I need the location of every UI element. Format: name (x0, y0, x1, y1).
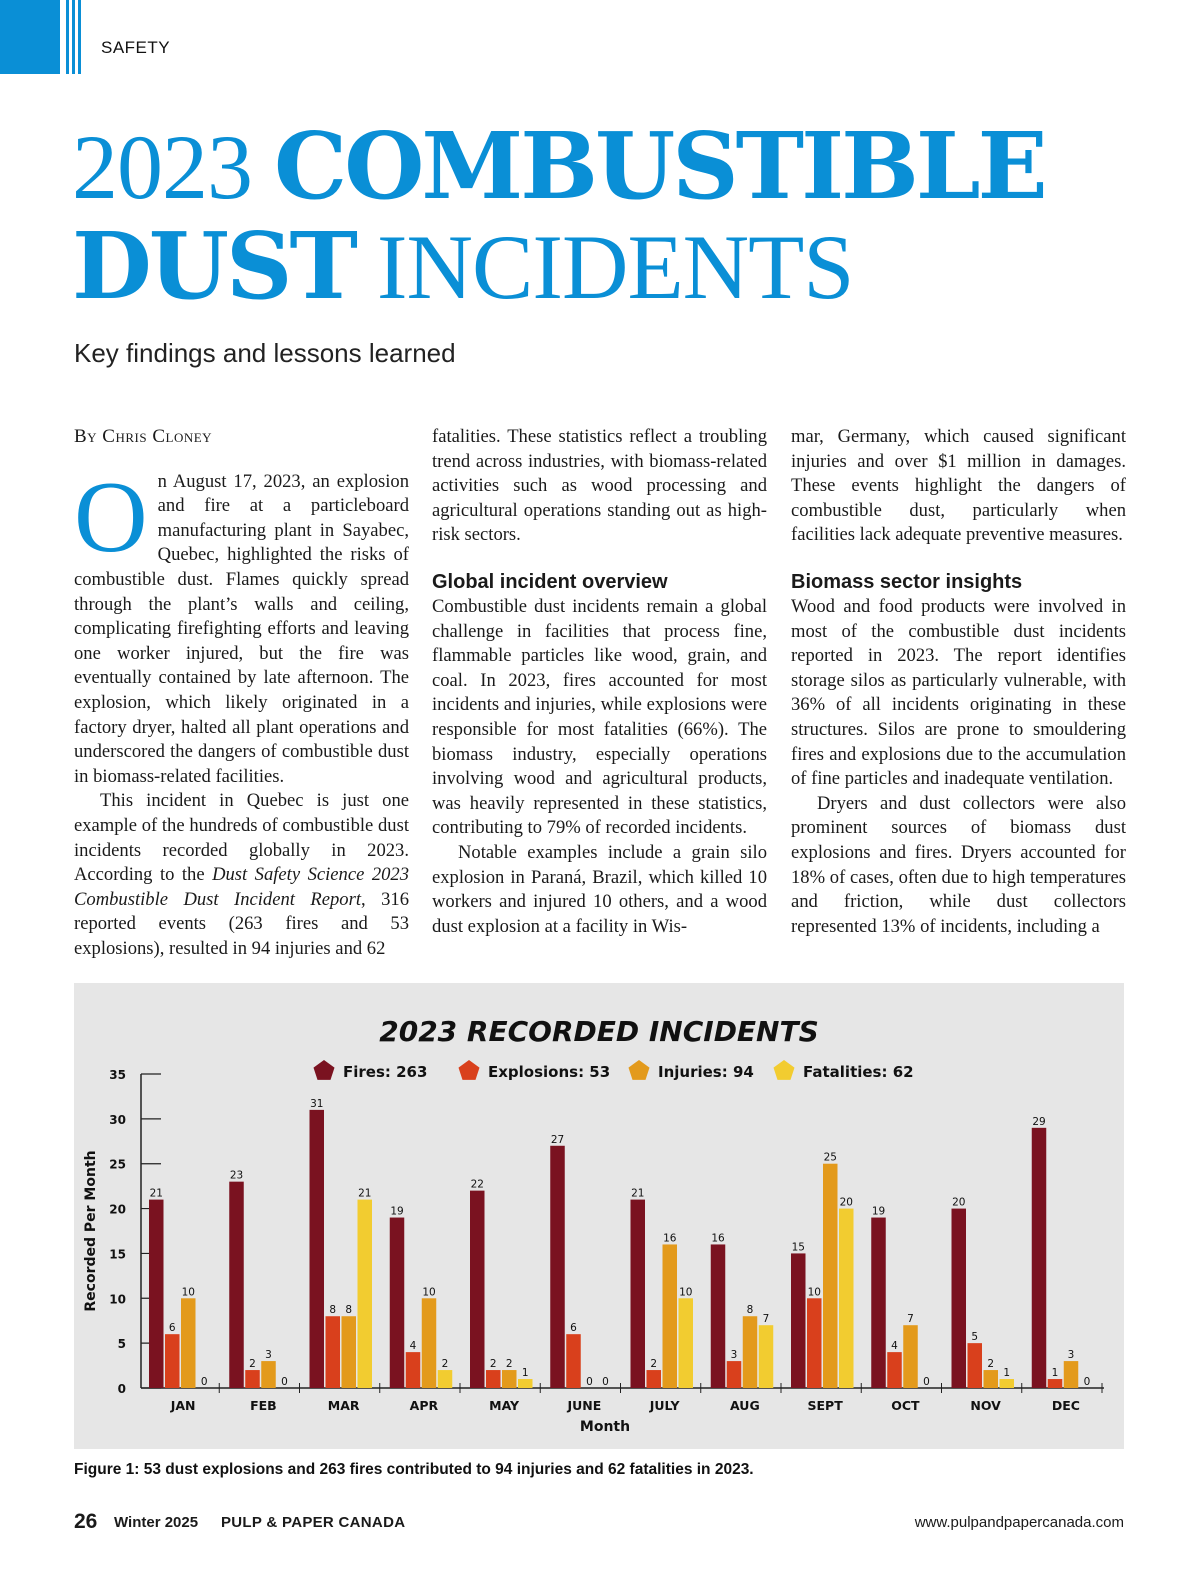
data-label: 6 (570, 1322, 577, 1335)
data-label: 20 (952, 1196, 966, 1209)
data-label: 19 (390, 1205, 404, 1218)
bar-fires-aug (711, 1244, 726, 1388)
chart-title: 2023 RECORDED INCIDENTS (379, 1015, 819, 1048)
x-tick-label: DEC (1051, 1398, 1080, 1413)
data-label: 22 (470, 1178, 484, 1191)
y-tick-label: 15 (109, 1247, 126, 1262)
data-label: 10 (807, 1286, 821, 1299)
headline-line-1 (72, 112, 1045, 220)
data-label: 2 (489, 1358, 497, 1371)
paragraph-2 (74, 789, 409, 961)
data-label: 0 (281, 1376, 288, 1388)
bar-fires-may (470, 1191, 485, 1388)
bar-fires-oct (871, 1218, 886, 1388)
bar-injuries-oct (903, 1325, 918, 1388)
data-label: 2 (650, 1358, 658, 1371)
data-label: 27 (550, 1133, 565, 1146)
drop-cap: O (74, 460, 148, 574)
data-label: 3 (1067, 1349, 1075, 1362)
data-label: 10 (422, 1286, 436, 1299)
subhead-global-overview: Global incident overview (432, 570, 668, 593)
data-label: 8 (746, 1304, 754, 1317)
x-tick-label: JUNE (567, 1398, 602, 1413)
paragraph-5: Wood and food products were involved in most of the combustible dust incidents reported in 2023. The report identifies storage silos as particularly vulnerable, with 36% of all incidents originating in these structures. Silos are prone to smouldering fires and explosions due to the accumulation of fine particles and inadequate ventilation. (791, 595, 1126, 790)
data-label: 8 (329, 1304, 337, 1317)
data-label: 21 (149, 1187, 163, 1200)
x-tick-label: SEPT (807, 1398, 843, 1413)
page-footer (74, 1510, 1124, 1536)
data-label: 7 (907, 1313, 914, 1326)
bar-explosions-oct (887, 1352, 902, 1388)
paragraph-2-tail: fatalities. These statistics reflect a troubling trend across industries, with biomass-related activities such as wood processing and agricultural operations standing out as high-risk sectors. (432, 426, 767, 546)
headline-line-2 (72, 212, 854, 320)
bar-fires-jan (149, 1200, 164, 1388)
bar-fires-july (631, 1200, 646, 1388)
x-tick-label: MAY (489, 1398, 520, 1413)
paragraph-3: Combustible dust incidents remain a global challenge in facilities that process fine, flammable particles like wood, grain, and coal. In 2023, fires accounted for most incidents and injuries, while explosions were responsible for most fatalities (66%). The biomass industry, especially operations involving wood and agricultural products, was heavily represented in these statistics, contributing to 79% of recorded incidents. (432, 595, 767, 839)
data-label: 5 (971, 1331, 979, 1344)
bar-explosions-july (647, 1370, 662, 1388)
page-number: 26 (74, 1510, 98, 1533)
paragraph-4-tail: mar, Germany, which caused significant injuries and over $1 million in damages. These events highlight the dangers of combustible dust, particularly when facilities lack adequate preventive measures. (791, 426, 1126, 546)
bar-fatalities-sept (839, 1209, 854, 1388)
bar-injuries-may (502, 1370, 517, 1388)
data-label: 1 (1003, 1367, 1011, 1380)
bar-injuries-july (663, 1244, 678, 1388)
data-label: 1 (1051, 1367, 1059, 1380)
bar-explosions-jan (165, 1334, 180, 1388)
y-axis-label: Recorded Per Month (83, 1150, 99, 1312)
bar-explosions-feb (245, 1370, 260, 1388)
issue-date: Winter 2025 (114, 1514, 199, 1531)
data-label: 0 (923, 1376, 930, 1388)
bar-explosions-sept (807, 1298, 822, 1388)
data-label: 19 (871, 1205, 886, 1218)
legend-label-explosions: Explosions: 53 (488, 1063, 611, 1081)
paragraph-2-text-b: , 316 reported events (263 fires and 53 explosions), resulted in 94 injuries and 62 (74, 888, 410, 959)
legend-swatch-fatalities (774, 1060, 795, 1080)
y-tick-label: 25 (109, 1157, 126, 1172)
headline-incidents: INCIDENTS (354, 216, 854, 318)
legend-label-fatalities: Fatalities: 62 (803, 1063, 914, 1081)
paragraph-6: Dryers and dust collectors were also prominent sources of biomass dust explosions and fires. Dryers accounted for 18% of cases, often due to high temperatures and friction, while dust collectors represented 13% of incidents, including a (791, 792, 1126, 937)
data-label: 10 (679, 1286, 693, 1299)
data-label: 0 (602, 1376, 609, 1388)
data-label: 0 (200, 1376, 208, 1388)
header-color-block (0, 0, 60, 74)
paragraph-intro-text: n August 17, 2023, an explosion and fire at a particleboard manufacturing plant in Sayabec, Quebec, highlighted the risks of combustible dust. Flames quickly spread through the plant’s walls and ceiling, complicating firefighting efforts and leaving one worker injured, but the fire was eventually contained by late afternoon. The explosion, which likely originated in a factory dryer, halted all plant operations and underscored the dangers of combustible dust in biomass-related facilities. (74, 470, 409, 787)
data-label: 16 (711, 1232, 725, 1245)
bar-explosions-aug (727, 1361, 742, 1388)
y-tick-label: 20 (109, 1202, 126, 1217)
article-column-1 (74, 425, 409, 961)
bar-injuries-sept (823, 1164, 838, 1388)
bar-injuries-nov (984, 1370, 999, 1388)
data-label: 2 (249, 1358, 256, 1371)
bar-fires-sept (791, 1253, 806, 1388)
headline-combustible: COMBUSTIBLE (274, 112, 1045, 220)
data-label: 21 (358, 1187, 372, 1200)
bar-injuries-jan (181, 1298, 196, 1388)
bar-injuries-aug (743, 1316, 758, 1388)
bar-explosions-mar (326, 1316, 341, 1388)
bar-fires-nov (952, 1209, 967, 1388)
bar-fatalities-nov (1000, 1379, 1015, 1388)
legend-label-injuries: Injuries: 94 (658, 1063, 754, 1081)
bar-injuries-feb (261, 1361, 276, 1388)
bar-fires-june (550, 1146, 565, 1388)
data-label: 2 (441, 1358, 449, 1371)
data-label: 23 (229, 1169, 244, 1182)
data-label: 1 (521, 1367, 529, 1380)
bar-injuries-dec (1064, 1361, 1079, 1388)
report-title: Dust Safety Science 2023 Combustible Dust Incident Report (74, 864, 410, 910)
headline-year: 2023 (72, 116, 274, 218)
bar-fatalities-july (679, 1298, 694, 1388)
bar-explosions-apr (406, 1352, 421, 1388)
bar-fatalities-aug (759, 1325, 774, 1388)
data-label: 4 (891, 1340, 898, 1353)
y-tick-label: 10 (109, 1292, 126, 1307)
headline-dust: DUST (72, 212, 355, 320)
x-tick-label: AUG (730, 1398, 760, 1413)
x-tick-label: NOV (970, 1398, 1001, 1413)
bar-injuries-apr (422, 1298, 437, 1388)
article-column-2-text (432, 425, 767, 939)
legend-swatch-injuries (629, 1060, 650, 1080)
figure-caption: Figure 1: 53 dust explosions and 263 fires contributed to 94 injuries and 62 fatalities in 2023. (74, 1461, 754, 1478)
paragraph-intro (74, 460, 409, 790)
website-link[interactable]: www.pulpandpapercanada.com (914, 1514, 1124, 1531)
data-label: 2 (505, 1358, 513, 1371)
subhead-biomass-insights: Biomass sector insights (791, 570, 1023, 593)
header-stripe (78, 0, 81, 74)
header-stripe (72, 0, 75, 74)
byline: By Chris Cloney (74, 426, 213, 447)
publication-name: PULP & PAPER CANADA (221, 1514, 406, 1531)
data-label: 10 (181, 1286, 195, 1299)
data-label: 0 (1083, 1376, 1091, 1388)
incidents-chart-figure (74, 983, 1124, 1449)
data-label: 4 (409, 1340, 417, 1353)
data-label: 20 (839, 1196, 853, 1209)
bar-explosions-june (566, 1334, 581, 1388)
x-axis-label: Month (579, 1419, 631, 1435)
article-column-3 (791, 425, 1126, 939)
paragraph-4: Notable examples include a grain silo explosion in Paraná, Brazil, which killed 10 workers and injured 10 others, and a wood dust explosion at a facility in Wis- (432, 841, 767, 937)
data-label: 3 (265, 1349, 272, 1362)
bar-fires-feb (229, 1182, 244, 1388)
legend-swatch-fires (314, 1060, 335, 1080)
data-label: 25 (823, 1151, 837, 1164)
header-stripe (66, 0, 69, 74)
legend-label-fires: Fires: 263 (343, 1063, 428, 1081)
data-label: 29 (1032, 1115, 1046, 1128)
article-subtitle: Key findings and lessons learned (74, 338, 456, 368)
bar-fires-mar (310, 1110, 325, 1388)
x-tick-label: JAN (170, 1398, 196, 1413)
x-tick-label: APR (409, 1398, 439, 1413)
bar-explosions-nov (968, 1343, 983, 1388)
data-label: 15 (791, 1241, 805, 1254)
x-tick-label: FEB (250, 1398, 277, 1413)
bar-explosions-may (486, 1370, 501, 1388)
x-tick-label: OCT (891, 1398, 920, 1413)
data-label: 7 (762, 1313, 770, 1326)
bar-fatalities-may (518, 1379, 533, 1388)
bar-fatalities-mar (358, 1200, 373, 1388)
paragraph-2-text-a: This incident in Quebec is just one example of the hundreds of combustible dust incidents recorded globally in 2023. According to the (74, 790, 409, 886)
data-label: 6 (168, 1322, 176, 1335)
y-tick-label: 30 (109, 1112, 126, 1127)
data-label: 31 (310, 1097, 324, 1110)
data-label: 21 (631, 1187, 645, 1200)
data-label: 16 (663, 1232, 677, 1245)
incidents-bar-chart (74, 983, 1124, 1449)
legend-swatch-explosions (459, 1060, 480, 1080)
y-tick-label: 35 (109, 1068, 126, 1082)
data-label: 3 (730, 1349, 738, 1362)
bar-fires-dec (1032, 1128, 1047, 1388)
x-tick-label: JULY (649, 1398, 680, 1413)
bar-fatalities-apr (438, 1370, 453, 1388)
section-label: SAFETY (101, 38, 171, 57)
data-label: 8 (345, 1304, 353, 1317)
bar-injuries-mar (342, 1316, 357, 1388)
y-tick-label: 0 (117, 1382, 126, 1396)
y-tick-label: 5 (117, 1337, 126, 1352)
x-tick-label: MAR (327, 1398, 360, 1413)
bar-explosions-dec (1048, 1379, 1063, 1388)
data-label: 2 (987, 1358, 995, 1371)
data-label: 0 (586, 1376, 593, 1388)
bar-fires-apr (390, 1218, 405, 1388)
